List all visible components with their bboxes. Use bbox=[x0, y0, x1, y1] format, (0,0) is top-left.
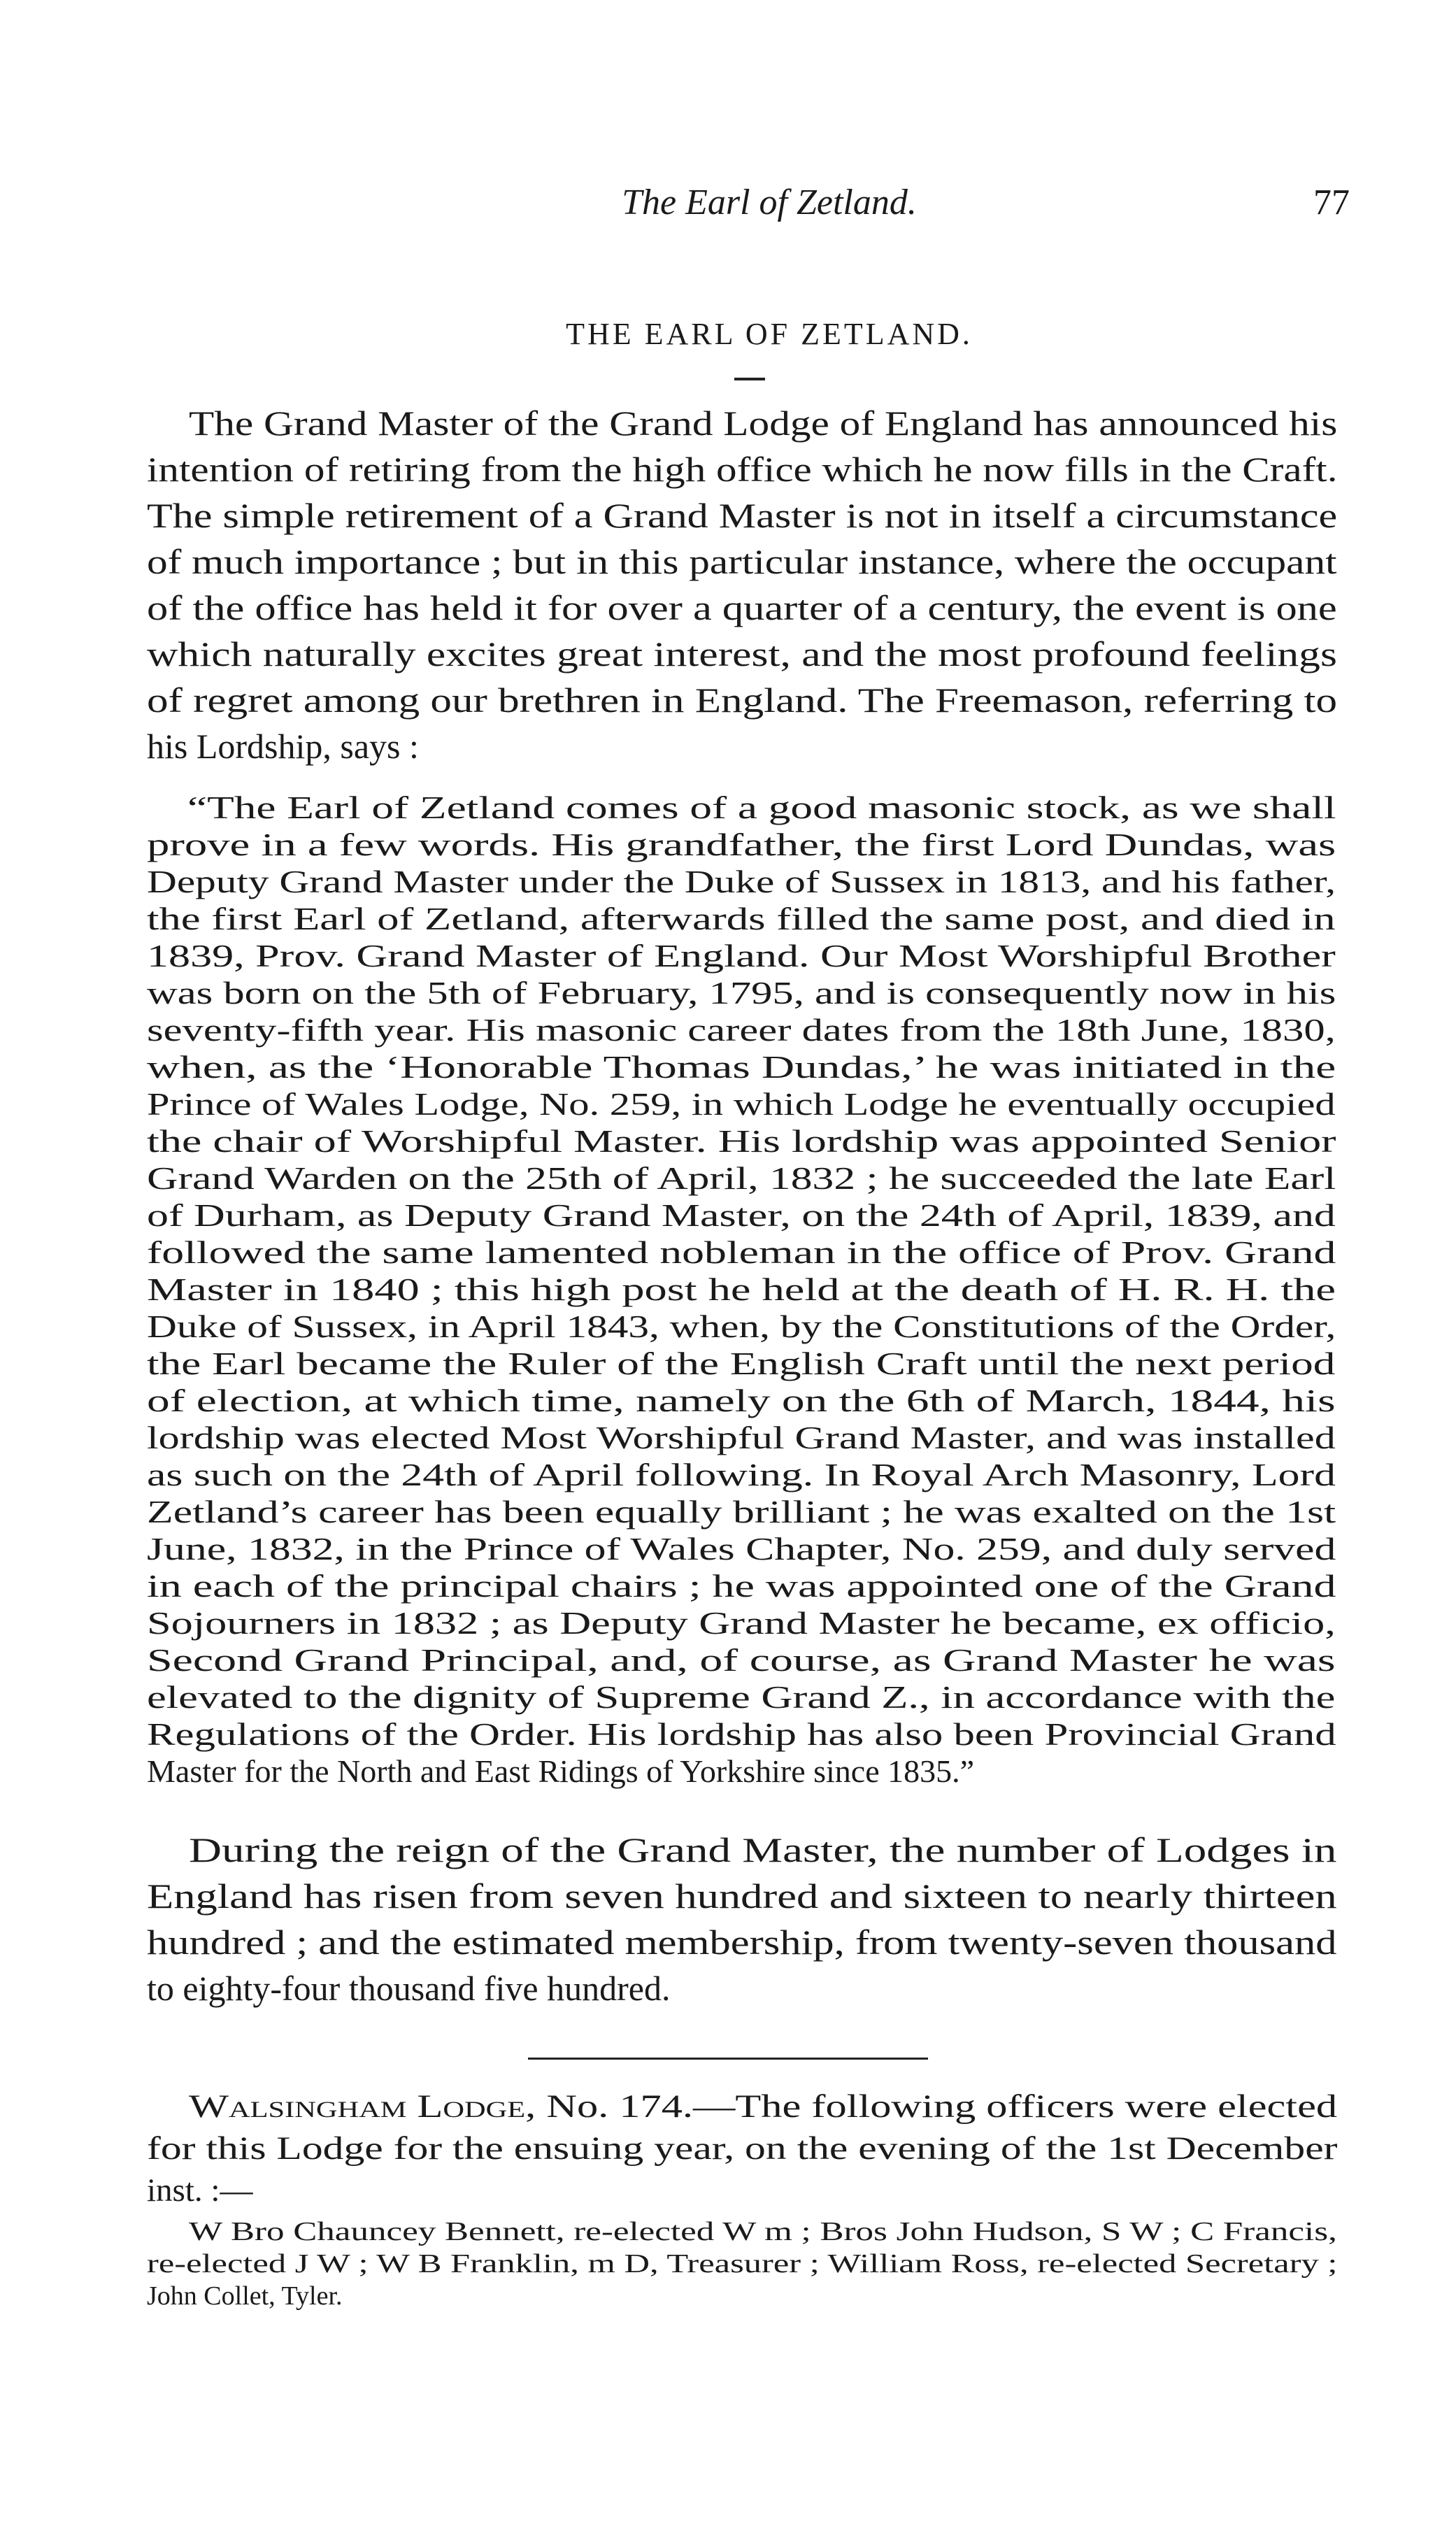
quote-line: Zetland’s career has been equally brilliant ; he was exalted on the 1st bbox=[147, 1494, 1336, 1530]
text-line: During the reign of the Grand Master, the number of Lodges in bbox=[189, 1830, 1337, 1869]
text-line: of the office has held it for over a quarter of a century, the event is one bbox=[147, 588, 1337, 627]
quote-line: the Earl became the Ruler of the English Craft until the next period bbox=[147, 1346, 1336, 1381]
quote-line: Deputy Grand Master under the Duke of Sussex in 1813, and his father, bbox=[147, 864, 1336, 899]
quote-line: of election, at which time, namely on the 6th of March, 1844, his bbox=[147, 1383, 1336, 1418]
quote-line: Prince of Wales Lodge, No. 259, in which Lodge he eventually occupied bbox=[147, 1086, 1336, 1122]
text-line: of much importance ; but in this particular instance, where the occupant bbox=[147, 542, 1337, 581]
quote-line: of Durham, as Deputy Grand Master, on the 24th of April, 1839, and bbox=[147, 1197, 1336, 1233]
lodge-name: Walsingham Lodge bbox=[189, 2088, 526, 2125]
officers-line: John Collet, Tyler. bbox=[147, 2281, 343, 2311]
text-line: hundred ; and the estimated membership, from twenty-seven thousand bbox=[147, 1923, 1337, 1962]
title-divider bbox=[734, 378, 765, 380]
quote-line: the first Earl of Zetland, afterwards filled the same post, and died in bbox=[147, 901, 1336, 936]
quote-line: as such on the 24th of April following. In Royal Arch Masonry, Lord bbox=[147, 1457, 1336, 1492]
quote-line: “The Earl of Zetland comes of a good masonic stock, as we shall bbox=[187, 790, 1336, 825]
running-head-title: The Earl of Zetland. bbox=[622, 183, 917, 222]
text-line: which naturally excites great interest, and the most profound feelings bbox=[147, 634, 1337, 673]
quote-line: Master for the North and East Ridings of Yorkshire since 1835.” bbox=[147, 1753, 975, 1789]
quote-line: in each of the principal chairs ; he was appointed one of the Grand bbox=[147, 1568, 1336, 1604]
quote-line: was born on the 5th of February, 1795, and is consequently now in his bbox=[147, 975, 1336, 1011]
text-line: intention of retiring from the high office which he now fills in the Craft. bbox=[147, 450, 1338, 489]
quote-line: prove in a few words. His grandfather, the first Lord Dundas, was bbox=[147, 827, 1336, 862]
notice-line bbox=[189, 2086, 1337, 2127]
officers-line: re-elected J W ; W B Franklin, m D, Treasurer ; William Ross, re-elected Secretary ; bbox=[147, 2249, 1338, 2279]
notice-line: inst. :— bbox=[147, 2172, 253, 2209]
quote-line: seventy-fifth year. His masonic career dates from the 18th June, 1830, bbox=[147, 1012, 1336, 1048]
text-line: of regret among our brethren in England. The Freemason, referring to bbox=[147, 680, 1338, 720]
text-line: his Lordship, says : bbox=[147, 727, 419, 766]
quote-line: the chair of Worshipful Master. His lordship was appointed Senior bbox=[147, 1123, 1336, 1159]
quote-line: Grand Warden on the 25th of April, 1832 ; he succeeded the late Earl bbox=[147, 1160, 1336, 1196]
page-number: 77 bbox=[1313, 183, 1350, 222]
quote-line: Sojourners in 1832 ; as Deputy Grand Master he became, ex officio, bbox=[147, 1605, 1336, 1641]
quote-line: 1839, Prov. Grand Master of England. Our Most Worshipful Brother bbox=[147, 938, 1336, 974]
quote-line: lordship was elected Most Worshipful Grand Master, and was installed bbox=[147, 1420, 1336, 1455]
running-head bbox=[189, 178, 1350, 227]
quote-line: when, as the ‘Honorable Thomas Dundas,’ he was initiated in the bbox=[147, 1049, 1336, 1085]
officers-line: W Bro Chauncey Bennett, re-elected W m ; Bros John Hudson, S W ; C Francis, bbox=[189, 2217, 1337, 2246]
notice-text: , No. 174.—The following officers were elected bbox=[525, 2088, 1338, 2125]
article-title: THE EARL OF ZETLAND. bbox=[566, 317, 973, 351]
text-line: The simple retirement of a Grand Master is not in itself a circumstance bbox=[147, 496, 1338, 535]
section-rule bbox=[528, 2058, 928, 2060]
quote-line: Duke of Sussex, in April 1843, when, by the Constitutions of the Order, bbox=[147, 1309, 1336, 1344]
notice-line: for this Lodge for the ensuing year, on the evening of the 1st December bbox=[147, 2130, 1338, 2167]
quote-line: followed the same lamented nobleman in the office of Prov. Grand bbox=[147, 1234, 1336, 1270]
quote-line: Regulations of the Order. His lordship has also been Provincial Grand bbox=[147, 1716, 1336, 1752]
quote-line: elevated to the dignity of Supreme Grand Z., in accordance with the bbox=[147, 1679, 1336, 1715]
text-line: to eighty-four thousand five hundred. bbox=[147, 1969, 671, 2008]
quote-line: June, 1832, in the Prince of Wales Chapter, No. 259, and duly served bbox=[147, 1531, 1336, 1567]
quote-line: Master in 1840 ; this high post he held at the death of H. R. H. the bbox=[147, 1271, 1336, 1307]
text-line: The Grand Master of the Grand Lodge of England has announced his bbox=[189, 404, 1338, 443]
quote-line: Second Grand Principal, and, of course, as Grand Master he was bbox=[147, 1642, 1336, 1678]
text-line: England has risen from seven hundred and sixteen to nearly thirteen bbox=[147, 1876, 1337, 1916]
